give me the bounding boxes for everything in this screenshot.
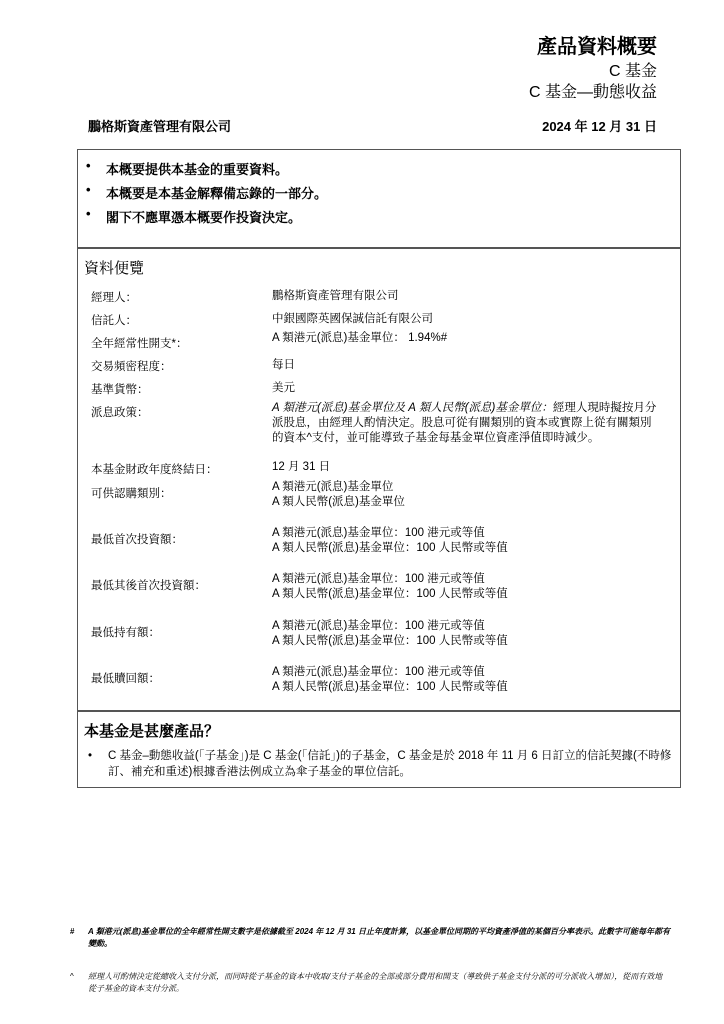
fact-label: 本基金財政年度終結日： [91, 464, 218, 476]
fact-label: 經理人： [91, 292, 137, 304]
bullet-icon: • [86, 206, 91, 221]
fact-label: 最低其後首次投資額： [91, 580, 206, 592]
fact-value: A 類港元(派息)基金單位：100 港元或等值 A 類人民幣(派息)基金單位：100 人民幣或等值 [272, 527, 508, 554]
bullet-icon: • [86, 182, 91, 197]
subfund-name: C 基金—動態收益 [528, 84, 657, 101]
fact-label: 最低贖回額： [91, 673, 160, 685]
document-date: 2024 年 12 月 31 日 [542, 119, 657, 134]
fact-value: A 類港元(派息)基金單位： 1.94%# [272, 332, 448, 344]
product-description-title: 本基金是甚麼產品？ [84, 723, 220, 740]
fact-value: 12 月 31 日 [272, 461, 331, 473]
fact-value: 中銀國際英國保誠信託有限公司 [272, 313, 433, 325]
fact-value: A 類港元(派息)基金單位及 A 類人民幣(派息)基金單位：經理人現時擬按月分 派股息，由經理人酌情決定。股息可從有關類別的資本或實際上從有關類別 的資本^支付，並可能導致子基金每基金單位資產淨值即時減少。 [272, 402, 657, 444]
fact-label: 可供認購類別： [91, 488, 172, 500]
fact-label: 派息政策： [91, 407, 149, 419]
fact-label: 全年經常性開支*： [91, 338, 188, 350]
fact-label: 最低持有額： [91, 627, 160, 639]
product-description: • C 基金–動態收益(「子基金」)是 C 基金(「信託」)的子基金，C 基金是於 2018 年 11 月 6 日訂立的信託契據(不時修訂、補充和重述)根據香港法例成立為傘子基金的單位信託。 [88, 750, 672, 778]
fact-value: A 類港元(派息)基金單位：100 港元或等值 A 類人民幣(派息)基金單位：100 人民幣或等值 [272, 573, 508, 600]
bullet-icon: • [88, 750, 93, 762]
footnote-caret: ^ 經理人可酌情決定從總收入支付分派，而同時從子基金的資本中收取/支付子基金的全部或部分費用和開支（導致供子基金支付分派的可分派收入增加），從而有效地從子基金的資本支付分派。 [70, 972, 663, 993]
fact-label: 交易頻密程度： [91, 361, 172, 373]
fact-value: A 類港元(派息)基金單位：100 港元或等值 A 類人民幣(派息)基金單位：100 人民幣或等值 [272, 666, 508, 693]
bullet-icon: • [86, 158, 91, 173]
manager-company: 鵬格斯資產管理有限公司 [88, 119, 232, 134]
fact-label: 最低首次投資額： [91, 534, 183, 546]
fact-value: 每日 [272, 359, 295, 371]
fact-value: 鵬格斯資產管理有限公司 [272, 290, 399, 302]
intro-box: • 本概要提供本基金的重要資料。 • 本概要是本基金解釋備忘錄的一部分。 • 閣下不應單憑本概要作投資決定。 [77, 149, 681, 248]
fact-value: A 類港元(派息)基金單位 A 類人民幣(派息)基金單位 [272, 481, 405, 508]
key-facts-title: 資料便覽 [84, 260, 145, 277]
footnote-hash: # A 類港元(派息)基金單位的全年經常性開支數字是依據截至 2024 年 12 月 31 日止年度計算，以基金單位同期的平均資產淨值的某個百分率表示。此數字可能每年都有變動。 [70, 927, 670, 948]
document-title: 產品資料概要 [537, 36, 657, 58]
fact-label: 信託人： [91, 315, 137, 327]
key-facts-box [77, 248, 681, 711]
fact-value: 美元 [272, 382, 295, 394]
product-description-box [77, 711, 681, 788]
fact-value: A 類港元(派息)基金單位：100 港元或等值 A 類人民幣(派息)基金單位：100 人民幣或等值 [272, 620, 508, 647]
fact-label: 基準貨幣： [91, 384, 149, 396]
fund-name: C 基金 [608, 63, 657, 80]
